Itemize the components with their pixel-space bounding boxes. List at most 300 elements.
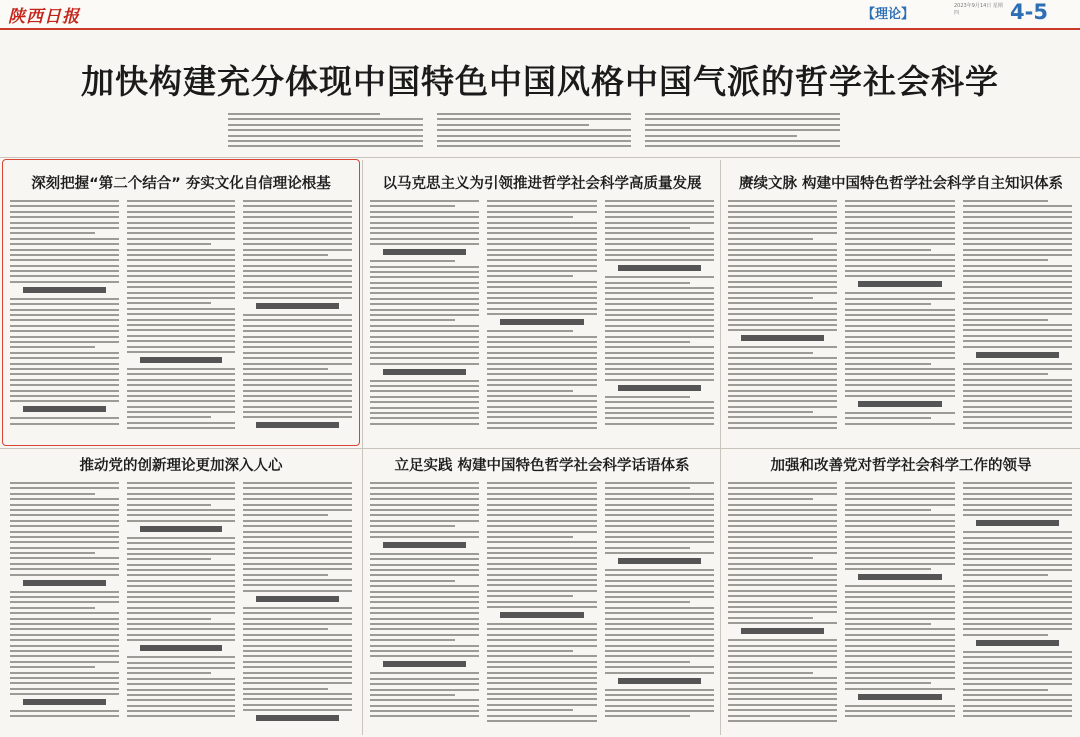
text-line <box>370 520 479 522</box>
text-line <box>728 704 837 706</box>
text-line <box>845 585 954 587</box>
text-line <box>605 232 714 234</box>
text-line <box>243 525 352 527</box>
text-line <box>845 298 954 300</box>
text-line <box>370 580 455 582</box>
text-line <box>370 282 479 284</box>
text-line <box>10 612 119 614</box>
text-line <box>127 406 236 408</box>
text-line <box>845 395 954 397</box>
text-line <box>728 650 837 652</box>
text-line <box>487 422 596 424</box>
text-line <box>243 509 352 511</box>
text-line <box>963 678 1072 680</box>
text-line <box>370 655 479 657</box>
text-line <box>605 379 714 381</box>
text-line <box>370 205 455 207</box>
text-line <box>370 694 455 696</box>
text-line <box>127 656 236 658</box>
section-subheading <box>741 628 824 634</box>
text-line <box>963 601 1072 603</box>
text-line <box>10 682 119 684</box>
text-line <box>963 254 1072 256</box>
text-line <box>605 689 714 691</box>
text-line <box>10 249 119 251</box>
section-subheading <box>140 645 223 651</box>
text-line <box>963 384 1072 386</box>
text-line <box>487 493 596 495</box>
text-line <box>370 232 479 234</box>
masthead <box>0 0 1080 30</box>
text-line <box>845 639 954 641</box>
text-line <box>728 297 813 299</box>
text-line <box>243 520 352 522</box>
text-line <box>728 590 837 592</box>
text-line <box>487 595 572 597</box>
text-line <box>10 645 119 647</box>
text-line <box>370 211 479 213</box>
text-line <box>370 276 479 278</box>
text-line <box>963 390 1072 392</box>
article-body <box>728 200 1072 440</box>
text-line <box>370 601 479 603</box>
text-line <box>10 222 119 224</box>
text-line <box>437 118 632 120</box>
text-line <box>243 330 352 332</box>
article-title: 立足实践 构建中国特色哲学社会科学话语体系 <box>394 458 690 474</box>
text-line <box>243 634 352 636</box>
text-line <box>487 368 596 370</box>
text-line <box>487 547 596 549</box>
text-line <box>487 384 596 386</box>
text-line <box>963 699 1072 701</box>
text-line <box>10 482 119 484</box>
text-line <box>370 271 479 273</box>
text-line <box>370 504 479 506</box>
text-line <box>728 265 837 267</box>
text-line <box>243 292 352 294</box>
text-line <box>963 531 1072 533</box>
text-line <box>728 259 837 261</box>
text-line <box>127 520 236 522</box>
section-subheading <box>618 385 701 391</box>
section-subheading <box>383 661 466 667</box>
text-line <box>370 569 479 571</box>
text-line <box>728 520 837 522</box>
text-line <box>963 662 1072 664</box>
text-line <box>963 482 1072 484</box>
text-line <box>728 482 837 484</box>
text-line <box>728 254 837 256</box>
text-line <box>487 720 596 722</box>
text-line <box>487 514 596 516</box>
text-line <box>605 601 690 603</box>
text-line <box>845 618 954 620</box>
text-line <box>487 487 596 489</box>
text-line <box>728 709 837 711</box>
text-line <box>728 666 837 668</box>
text-line <box>487 634 596 636</box>
text-line <box>370 607 479 609</box>
text-line <box>605 319 714 321</box>
text-line <box>243 384 352 386</box>
text-line <box>243 504 352 506</box>
text-line <box>487 579 596 581</box>
text-line <box>370 699 479 701</box>
divider <box>720 160 721 735</box>
section-subheading <box>140 526 223 532</box>
text-line <box>605 357 714 359</box>
text-line <box>605 618 714 620</box>
text-line <box>243 590 352 592</box>
text-line <box>127 222 236 224</box>
text-line <box>487 525 596 527</box>
text-line <box>487 623 596 625</box>
text-line <box>127 618 212 620</box>
text-line <box>243 568 352 570</box>
text-line <box>605 298 714 300</box>
text-line <box>487 346 596 348</box>
text-line <box>605 200 714 202</box>
intro-column <box>228 113 423 153</box>
text-line <box>605 363 714 365</box>
text-line <box>728 487 837 489</box>
text-line <box>728 319 837 321</box>
text-line <box>243 677 352 679</box>
text-line <box>127 601 236 603</box>
text-line <box>127 335 236 337</box>
text-line <box>605 607 714 609</box>
text-line <box>127 216 236 218</box>
text-line <box>127 683 236 685</box>
text-line <box>605 585 714 587</box>
text-column <box>370 482 479 732</box>
text-line <box>605 373 714 375</box>
text-line <box>127 238 236 240</box>
text-line <box>10 628 119 630</box>
text-line <box>370 336 479 338</box>
text-line <box>728 514 837 516</box>
text-column <box>963 482 1072 732</box>
text-line <box>487 590 596 592</box>
text-line <box>243 618 352 620</box>
text-line <box>487 313 596 315</box>
text-line <box>243 352 352 354</box>
text-line <box>10 661 119 663</box>
text-line <box>845 552 954 554</box>
text-line <box>487 249 596 251</box>
text-line <box>845 265 954 267</box>
text-line <box>10 487 119 489</box>
text-line <box>845 666 954 668</box>
text-line <box>963 574 1048 576</box>
text-line <box>10 672 119 674</box>
text-line <box>10 423 119 425</box>
text-line <box>370 385 479 387</box>
text-column <box>605 482 714 732</box>
text-line <box>605 580 714 582</box>
text-line <box>605 705 714 707</box>
text-line <box>963 580 1072 582</box>
text-line <box>10 563 119 565</box>
text-line <box>963 509 1072 511</box>
text-line <box>127 308 236 310</box>
text-line <box>127 498 236 500</box>
text-line <box>370 287 479 289</box>
text-line <box>243 357 352 359</box>
text-line <box>370 401 479 403</box>
text-line <box>487 390 572 392</box>
text-line <box>963 302 1072 304</box>
section-subheading <box>23 287 106 293</box>
section-subheading <box>256 422 339 428</box>
text-line <box>437 135 632 137</box>
text-line <box>963 222 1072 224</box>
text-line <box>728 384 837 386</box>
section-subheading <box>256 596 339 602</box>
text-line <box>963 498 1072 500</box>
section-subheading <box>383 249 466 255</box>
text-line <box>728 563 837 565</box>
text-line <box>487 427 596 429</box>
text-line <box>963 275 1072 277</box>
text-line <box>243 286 352 288</box>
text-line <box>605 276 714 278</box>
text-line <box>728 232 837 234</box>
text-line <box>963 585 1072 587</box>
text-line <box>487 330 572 332</box>
text-line <box>10 368 119 370</box>
text-line <box>487 211 596 213</box>
section-subheading <box>383 542 466 548</box>
text-line <box>728 352 813 354</box>
text-line <box>605 238 714 240</box>
text-line <box>845 705 954 707</box>
text-line <box>243 650 352 652</box>
article-title: 深刻把握“第二个结合” 夯实文化自信理论根基 <box>31 176 331 192</box>
text-line <box>963 232 1072 234</box>
text-line <box>487 411 596 413</box>
text-line <box>127 667 236 669</box>
text-line <box>845 363 930 365</box>
text-line <box>728 493 837 495</box>
text-line <box>487 509 596 511</box>
text-line <box>127 275 236 277</box>
text-line <box>127 537 236 539</box>
text-line <box>10 243 119 245</box>
text-line <box>370 482 479 484</box>
text-line <box>127 482 236 484</box>
text-line <box>370 715 479 717</box>
text-line <box>845 710 954 712</box>
text-line <box>845 254 954 256</box>
text-line <box>127 542 236 544</box>
text-line <box>370 553 479 555</box>
text-line <box>487 672 596 674</box>
text-line <box>127 634 236 636</box>
text-line <box>728 422 837 424</box>
text-line <box>963 249 1072 251</box>
text-line <box>243 205 352 207</box>
text-line <box>243 368 328 370</box>
text-line <box>370 558 479 560</box>
text-line <box>605 710 714 712</box>
text-line <box>728 390 837 392</box>
text-line <box>243 493 352 495</box>
text-line <box>963 656 1072 658</box>
text-line <box>127 227 236 229</box>
text-line <box>243 314 352 316</box>
text-line <box>963 422 1072 424</box>
text-line <box>728 357 837 359</box>
intro-paragraph <box>228 113 840 153</box>
text-line <box>487 693 596 695</box>
text-line <box>243 579 352 581</box>
text-line <box>605 287 714 289</box>
text-column <box>487 200 596 440</box>
text-line <box>845 200 954 202</box>
text-line <box>370 260 455 262</box>
text-line <box>370 612 479 614</box>
text-line <box>963 634 1048 636</box>
text-line <box>728 411 813 413</box>
text-line <box>845 238 954 240</box>
text-line <box>605 623 714 625</box>
text-line <box>728 622 837 624</box>
text-line <box>10 710 119 712</box>
text-line <box>370 683 479 685</box>
text-line <box>845 275 954 277</box>
text-line <box>845 596 954 598</box>
text-line <box>605 352 714 354</box>
text-line <box>963 542 1072 544</box>
section-subheading <box>618 265 701 271</box>
text-line <box>487 352 596 354</box>
text-line <box>605 336 714 338</box>
text-line <box>728 313 837 315</box>
text-line <box>228 129 423 131</box>
text-line <box>10 352 119 354</box>
text-line <box>370 509 479 511</box>
text-line <box>487 259 596 261</box>
intro-column <box>437 113 632 153</box>
text-line <box>127 699 236 701</box>
text-line <box>963 694 1072 696</box>
text-line <box>127 411 236 413</box>
text-line <box>845 509 930 511</box>
text-line <box>10 693 119 695</box>
text-line <box>243 373 352 375</box>
text-line <box>728 243 837 245</box>
text-line <box>10 623 119 625</box>
text-line <box>728 324 837 326</box>
text-line <box>728 552 837 554</box>
text-line <box>845 487 954 489</box>
text-line <box>728 249 837 251</box>
text-line <box>645 140 840 142</box>
text-line <box>963 596 1072 598</box>
text-line <box>487 639 596 641</box>
section-label: 【理论】 <box>862 7 915 22</box>
text-line <box>127 694 236 696</box>
section-subheading <box>383 369 466 375</box>
text-line <box>10 514 119 516</box>
text-line <box>728 601 837 603</box>
text-line <box>10 232 95 234</box>
text-line <box>243 607 352 609</box>
text-line <box>370 325 479 327</box>
text-line <box>605 314 714 316</box>
text-line <box>10 417 119 419</box>
section-subheading <box>140 357 223 363</box>
text-line <box>728 292 837 294</box>
text-line <box>370 705 479 707</box>
text-line <box>127 689 236 691</box>
text-column <box>127 482 236 732</box>
text-line <box>963 270 1072 272</box>
article-body <box>370 200 714 440</box>
text-line <box>370 487 479 489</box>
text-line <box>845 346 954 348</box>
text-line <box>243 265 352 267</box>
text-line <box>487 243 596 245</box>
text-line <box>487 270 596 272</box>
text-line <box>728 584 837 586</box>
article-title: 推动党的创新理论更加深入人心 <box>79 458 283 474</box>
text-line <box>243 547 352 549</box>
text-line <box>370 412 479 414</box>
text-line <box>370 352 479 354</box>
text-line <box>228 113 380 115</box>
text-line <box>370 309 479 311</box>
text-line <box>127 672 212 674</box>
text-line <box>370 493 479 495</box>
text-line <box>963 623 1072 625</box>
section-subheading <box>256 303 339 309</box>
section-subheading <box>741 335 824 341</box>
text-line <box>127 553 236 555</box>
text-line <box>963 406 1072 408</box>
text-line <box>605 650 714 652</box>
section-subheading <box>976 352 1059 358</box>
text-line <box>845 390 954 392</box>
text-line <box>845 688 954 690</box>
text-line <box>370 298 479 300</box>
text-line <box>370 423 479 425</box>
article-title: 赓续文脉 构建中国特色哲学社会科学自主知识体系 <box>738 176 1064 192</box>
text-line <box>437 145 632 147</box>
text-line <box>10 525 119 527</box>
text-line <box>243 390 352 392</box>
text-line <box>10 254 119 256</box>
text-line <box>127 324 236 326</box>
text-line <box>645 124 840 126</box>
text-line <box>605 645 714 647</box>
text-line <box>845 423 954 425</box>
text-line <box>243 238 352 240</box>
text-line <box>728 547 837 549</box>
text-line <box>728 275 837 277</box>
text-line <box>243 584 352 586</box>
article-title: 以马克思主义为引领推进哲学社会科学高质量发展 <box>382 176 702 192</box>
text-line <box>127 416 212 418</box>
text-line <box>370 650 479 652</box>
text-line <box>605 407 714 409</box>
section-subheading <box>256 715 339 721</box>
text-line <box>605 661 690 663</box>
text-line <box>605 282 690 284</box>
text-line <box>127 313 236 315</box>
